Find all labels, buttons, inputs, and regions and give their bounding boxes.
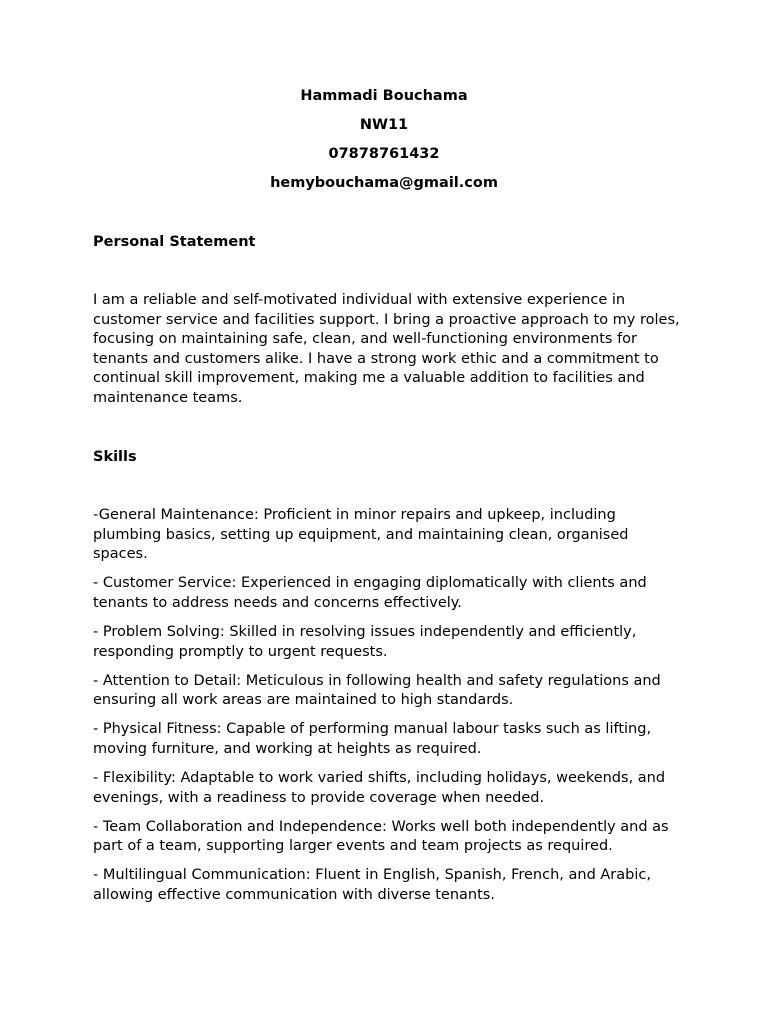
postcode: NW11 <box>359 117 409 133</box>
email-address: hemybouchama@gmail.com <box>270 175 498 191</box>
skills-list <box>93 506 683 915</box>
skill-team-collaboration: - Team Collaboration and Independence: Works well both independently and as part of a team, supporting larger events and team projects as required. <box>93 818 669 855</box>
skill-flexibility: - Flexibility: Adaptable to work varied shifts, including holidays, weekends, and evenings, with a readiness to provide coverage when needed. <box>93 770 666 806</box>
phone-number: 07878761432 <box>328 146 440 162</box>
personal-statement-heading: Personal Statement <box>93 234 256 250</box>
skill-physical-fitness: - Physical Fitness: Capable of performing manual labour tasks such as lifting, moving furniture, and working at heights as required. <box>93 721 652 757</box>
skill-attention-to-detail: - Attention to Detail: Meticulous in following health and safety regulations and ensuring all work areas are maintained to high standards. <box>93 672 661 709</box>
skills-heading: Skills <box>93 449 137 465</box>
candidate-name: Hammadi Bouchama <box>300 88 468 104</box>
skill-problem-solving: - Problem Solving: Skilled in resolving issues independently and efficiently, responding promptly to urgent requests. <box>93 623 637 660</box>
skill-general-maintenance: -General Maintenance: Proficient in minor repairs and upkeep, including plumbing basics, setting up equipment, and maintaining clean, organised spaces. <box>93 507 629 563</box>
personal-statement-body: I am a reliable and self-motivated individual with extensive experience in customer service and facilities support. I bring a proactive approach to my roles, focusing on maintaining safe, clean, and well-functioning environments for tenants and customers alike. I have a strong work ethic and a commitment to continual skill improvement, making me a valuable addition to facilities and maintenance teams. <box>93 292 680 406</box>
contact-header <box>0 86 768 202</box>
skill-customer-service: - Customer Service: Experienced in engaging diplomatically with clients and tenants to address needs and concerns effectively. <box>93 575 647 611</box>
skill-multilingual-communication: - Multilingual Communication: Fluent in English, Spanish, French, and Arabic, allowing effective communication with diverse tenants. <box>93 867 651 903</box>
